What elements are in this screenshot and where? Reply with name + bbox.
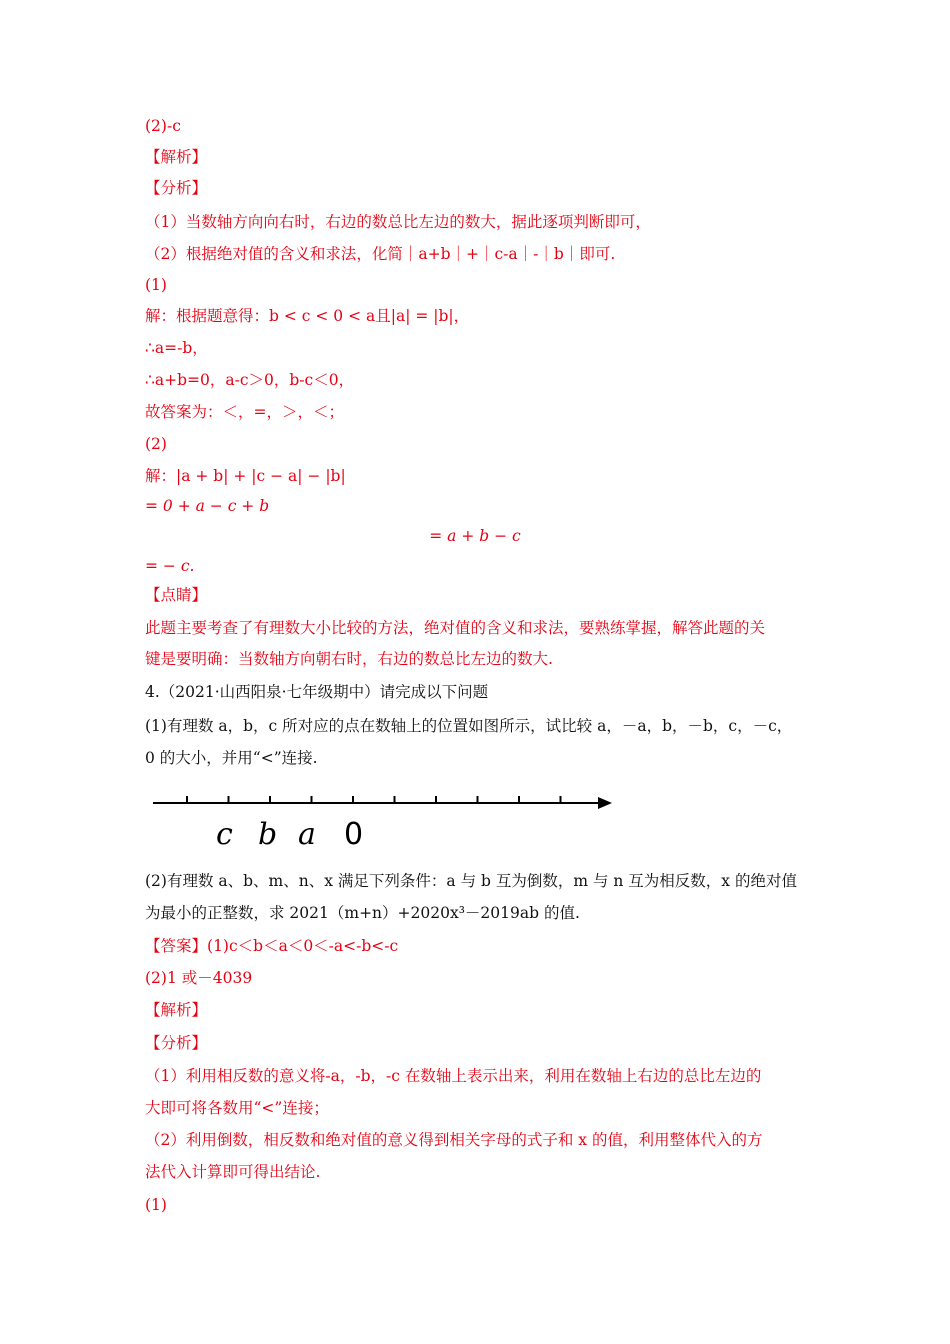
number-line-ticks (187, 796, 561, 803)
analysis-2-step-2-line-2: 法代入计算即可得出结论. (145, 1163, 321, 1181)
solution-line-2: ∴a=-b， (145, 339, 208, 357)
question-4-part-1-line-2: 0 的大小，并用“<”连接. (145, 749, 318, 767)
question-4-part-2-line-2: 为最小的正整数，求 2021（m+n）+2020x³－2019ab 的值. (145, 904, 580, 922)
solution-2-line-3: = a + b − c (429, 527, 521, 545)
label-c: c (216, 817, 233, 852)
answer-part-2-value: (2)1 或－4039 (145, 969, 253, 987)
analysis-2-step-1-line-1: （1）利用相反数的意义将-a，-b，-c 在数轴上表示出来，利用在数轴上右边的总比左边的 (145, 1067, 762, 1085)
question-4-title: 4.（2021·山西阳泉·七年级期中）请完成以下问题 (145, 683, 489, 701)
label-a: a (298, 817, 316, 852)
answer-line (145, 936, 815, 956)
question-4-part-1-line-1: (1)有理数 a，b，c 所对应的点在数轴上的位置如图所示，试比较 a，－a，b，－b，c，－c， (145, 717, 793, 735)
solution-line-1: 解：根据题意得：b < c < 0 < a且|a| = |b|， (145, 307, 470, 325)
section-analysis-header-2: 【解析】 (145, 1001, 208, 1019)
solution-line-3: ∴a+b=0，a-c＞0，b-c＜0， (145, 371, 355, 389)
solution-2-line-4: = − c. (145, 557, 195, 575)
section-analysis-header: 【解析】 (145, 148, 208, 166)
answer-summary: 故答案为：＜，=，＞，＜； (145, 403, 344, 421)
part-1-label-2: (1) (145, 1196, 167, 1214)
number-line-figure (150, 786, 620, 856)
analysis-step-2: （2）根据绝对值的含义和求法，化简｜a+b｜+｜c-a｜-｜b｜即可. (145, 245, 616, 263)
number-line-arrow (598, 797, 612, 809)
question-4-part-2-line-1: (2)有理数 a、b、m、n、x 满足下列条件：a 与 b 互为倒数，m 与 n 互为相反数，x 的绝对值 (145, 872, 797, 890)
answer-label: 【答案】 (145, 937, 208, 955)
analysis-step-1: （1）当数轴方向向右时，右边的数总比左边的数大，据此逐项判断即可， (145, 213, 651, 231)
comment-line-1: 此题主要考查了有理数大小比较的方法，绝对值的含义和求法，要熟练掌握，解答此题的关 (145, 619, 766, 637)
analysis-2-step-1-line-2: 大即可将各数用“<”连接； (145, 1099, 329, 1117)
solution-2-line-2: = 0 + a − c + b (145, 497, 270, 515)
comment-line-2: 键是要明确：当数轴方向朝右时，右边的数总比左边的数大. (145, 650, 553, 668)
section-fenxi-header: 【分析】 (145, 179, 208, 197)
label-zero: 0 (344, 817, 364, 852)
analysis-2-step-2-line-1: （2）利用倒数，相反数和绝对值的意义得到相关字母的式子和 x 的值，利用整体代入的方 (145, 1131, 763, 1149)
part-1-label: (1) (145, 276, 167, 294)
answer-value: (1)c＜b＜a＜0＜-a<-b<-c (207, 937, 399, 955)
part-2-label: (2) (145, 435, 167, 453)
section-fenxi-header-2: 【分析】 (145, 1034, 208, 1052)
solution-2-line-1: 解：|a + b| + |c − a| − |b| (145, 467, 346, 485)
label-b: b (258, 817, 278, 852)
section-dianjing-header: 【点睛】 (145, 586, 208, 604)
answer-part-2: (2)-c (145, 117, 181, 135)
